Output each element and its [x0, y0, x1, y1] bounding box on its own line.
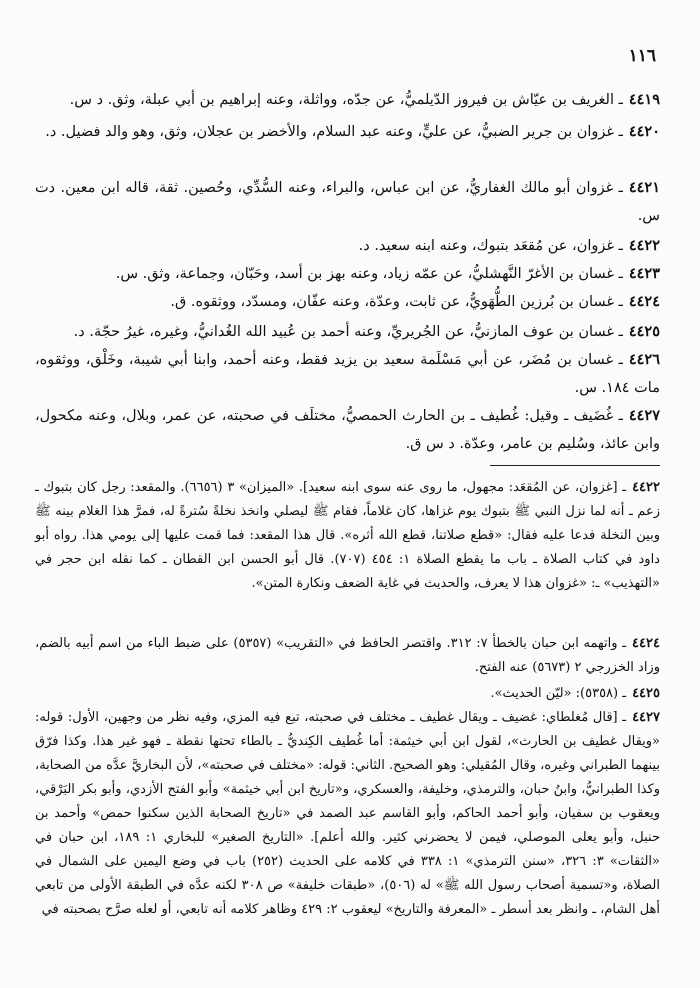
footnote-divider [490, 465, 660, 466]
entry-4421 [35, 174, 660, 230]
entry-number: ٤٤١٩ [628, 91, 660, 108]
entry-4427 [35, 402, 660, 458]
entry-text: ـ غزوان أبو مالك الغفاريُّ، عن ابن عباس، والبراء، وعنه السُّدِّي، وحُصين. ثقة، قاله ابن معين. دت س. [35, 180, 660, 224]
footnote-text: ـ [غزوان، عن المُقعَد: مجهول، ما روى عنه سوى ابنه سعيد]. «الميزان» ٣ (٦٦٥٦). والمقعد: رجل كان بتبوك ـ زعم ـ أنه لما نزل النبي ﷺ بتبوك يوم غزاها، كان غلاماً، فقام ﷺ ليصلي وانخذ نخلةً سُترةً له، فمرَّ هذا الغلام بينه ﷺ وبين النخلة فدعا عليه فقال: «قطع صلاتنا، قطع الله أثره». قال هذا المقعد: فما قمت عليها إلى يومي هذا. رواه أبو داود في كتاب الصلاة ـ باب ما يقطع الصلاة ١: ٤٥٤ (٧٠٧). قال أبو الحسن ابن القطان ـ كما نقله ابن حجر في «التهذيب» ـ: «غزوان هذا لا يعرف، والحديث في غاية الضعف ونكارة المتن». [35, 480, 660, 592]
entry-number: ٤٤٢٤ [628, 293, 660, 310]
entry-4420 [35, 118, 660, 147]
page-number: ١١٦ [628, 46, 656, 66]
entry-text: ـ غسان بن مُضَر، عن أبي مَسْلَمة سعيد بن يزيد فقط، وعنه أحمد، وابنا أبي شيبة، وخَلْق، ووثقوه، مات ١٨٤. س. [35, 352, 660, 396]
footnote-text: ـ واتهمه ابن حبان بالخطأ ٧: ٣١٢. واقتصر الحافظ في «التقريب» (٥٣٥٧) على ضبط الباء من اسم أبيه بالضم، وزاد الخزرجي ٢ (٥٦٧٣) عنه الفتح. [35, 636, 660, 676]
entry-4423 [35, 260, 660, 289]
footnote-4422 [35, 476, 660, 596]
footnote-number: ٤٤٢٤ [632, 636, 660, 651]
entry-text: ـ غسان بن بُرزين الطُّهَويُّ، عن ثابت، وعدّة، وعنه عفّان، ومسدّد، ووثقوه. ق. [170, 294, 623, 310]
footnote-number: ٤٤٢٧ [632, 710, 660, 725]
entry-number: ٤٤٢١ [628, 179, 660, 196]
entry-4426 [35, 346, 660, 402]
entry-text: ـ غُضَيف ـ وقيل: غُطيف ـ بن الحارث الحمصيُّ، مختلَف في صحبته، عن عمر، وبلال، وعنه مكحول، وابن عائذ، وسُليم بن عامر، وعدّة. د س ق. [35, 408, 660, 452]
entry-4419 [35, 86, 660, 115]
entry-number: ٤٤٢٦ [628, 351, 660, 368]
entry-number: ٤٤٢٣ [628, 265, 660, 282]
entry-text: ـ غسان بن عوف المازنيُّ، عن الجُريريِّ، وعنه أحمد بن عُبيد الله الغُدانيُّ، وغيره، غيرُ حجّة. د. [73, 324, 623, 340]
entry-number: ٤٤٢٢ [628, 237, 660, 254]
entry-number: ٤٤٢٧ [628, 407, 660, 424]
footnote-number: ٤٤٢٢ [632, 480, 660, 495]
entry-4424 [35, 288, 660, 317]
entry-text: ـ غزوان، عن مُقعَد بتبوك، وعنه ابنه سعيد. د. [358, 238, 623, 254]
footnote-text: ـ (٥٣٥٨): «ليّن الحديث». [490, 686, 627, 701]
entry-text: ـ غسان بن الأغرّ النَّهشليُّ، عن عمّه زياد، وعنه بهز بن أسد، وحَبّان، وجماعة، وثق. س. [115, 266, 623, 282]
footnote-4425 [35, 682, 660, 706]
entry-4425 [35, 318, 660, 347]
entry-4422 [35, 232, 660, 261]
footnote-4427 [35, 706, 660, 922]
footnote-number: ٤٤٢٥ [632, 686, 660, 701]
entry-text: ـ الغريف بن عيّاش بن فيروز الدّيلميُّ، عن جدّه، وواثلة، وعنه إبراهيم بن أبي عبلة، وثق. د س. [69, 92, 623, 108]
footnote-text: ـ [قال مُغلطاي: غضيف ـ ويقال غطيف ـ مختلف في صحبته، تبع فيه المزي، وفيه نظر من وجهين، الأول: قوله: «ويقال غطيف بن الحارث»، لقول ابن أبي خيثمة: أما غُطيف الكِنديُّ ـ بالطاء تحتها نقطة ـ فهو غير هذا. وكذا فرّق بينهما الطبراني وغيره، وقال المُقيلي: وهو الصحيح. الثاني: قوله: «مختلف في صحبته»، لأن البخاريَّ عدَّه من الصحابة، وكذا الطبرانيُّ، وابنُ حبان، والترمذي، وخليفة، والعسكري، و«تاريخ ابن أبي خيثمة» وأبو الفتح الأزدي، وأبو بكر البَرْقي، ويعقوب بن سفيان، وأبو أحمد الحاكم، وأبو القاسم عبد الصمد في «تاريخ الصحابة الذين سكنوا حمص» وأحمد بن حنبل، وأبو يعلى الموصلي، فيمن لا يحضرني كثير. والله أعلم]. «التاريخ الصغير» للبخاري ١: ١٨٩، ابن حبان في «الثقات» ٣: ٣٢٦، «سنن الترمذي» ١: ٣٣٨ في كلامه على الحديث (٢٥٢) باب في وضع اليمين على الشمال في الصلاة، و«تسمية أصحاب رسول الله ﷺ» له (٥٠٦)، «طبقات خليفة» ص ٣٠٨ لكنه عدَّه في الطبقة الأولى من تابعي أهل الشام، ـ وانظر بعد أسطر ـ «المعرفة والتاريخ» ليعقوب ٢: ٤٢٩ وظاهر كلامه أنه تابعي، أو لعله صرَّح بصحبته في [35, 710, 661, 918]
entry-number: ٤٤٢٠ [628, 123, 660, 140]
footnote-4424 [35, 632, 660, 680]
entry-text: ـ غزوان بن جرير الضبيُّ، عن عليٍّ، وعنه عبد السلام، والأخضر بن عجلان، وثق، وهو والد فضيل. د. [45, 124, 623, 140]
entry-number: ٤٤٢٥ [628, 323, 660, 340]
